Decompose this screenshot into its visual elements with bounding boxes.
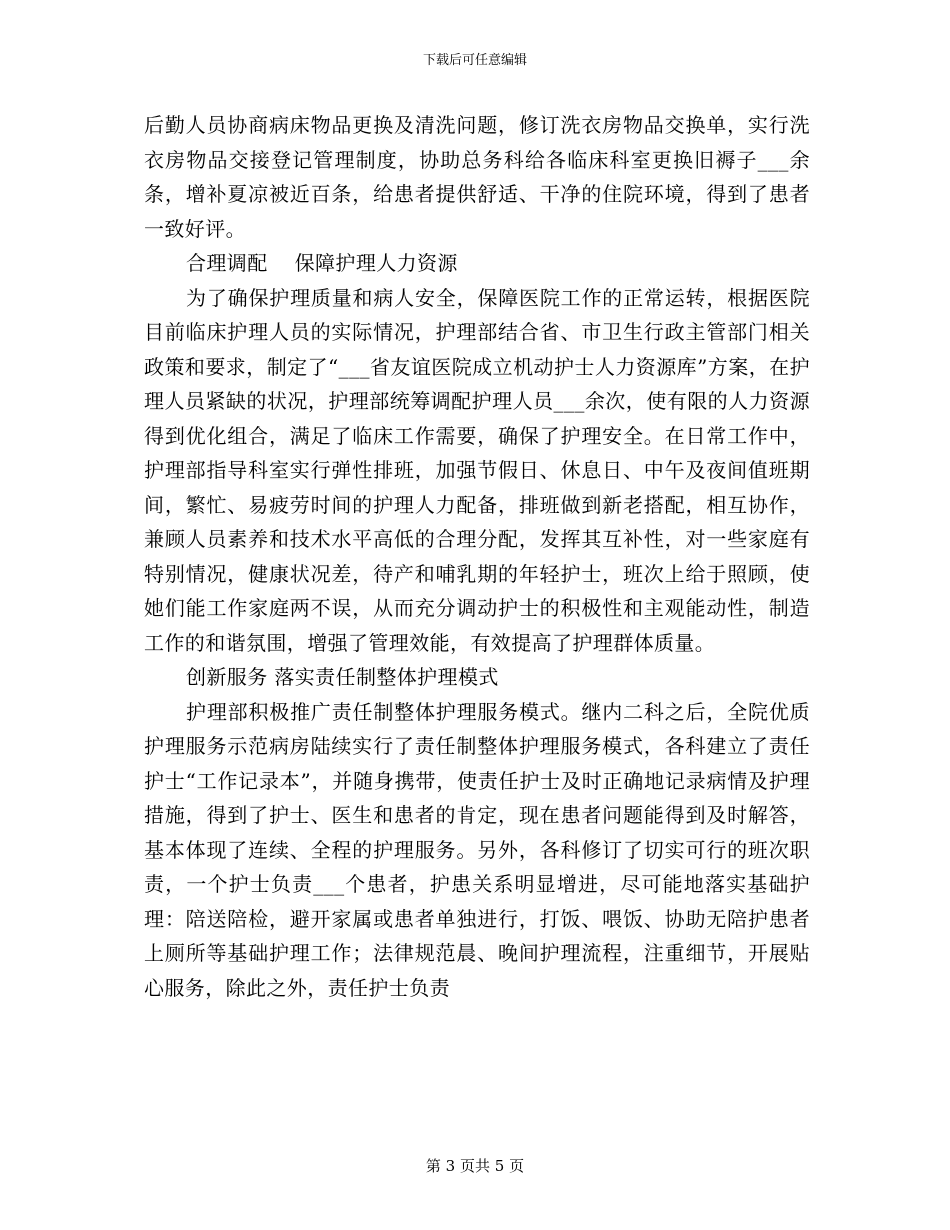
section-heading-service-innovation: 创新服务 落实责任制整体护理模式: [186, 665, 499, 689]
section-heading-staffing: 合理调配 保障护理人力资源: [186, 251, 458, 275]
paragraph-logistics: 后勤人员协商病床物品更换及清洗问题，修订洗衣房物品交换单，实行洗衣房物品交接登记管理制度，协助总务科给各临床科室更换旧褥子___余条，增补夏凉被近百条，给患者提供舒适、干净的住院环境，得到了患者一致好评。: [144, 113, 810, 241]
document-body: [144, 108, 810, 1005]
page-footer: 第 3 页共 5 页: [425, 1157, 525, 1175]
paragraph-service-innovation: 护理部积极推广责任制整体护理服务模式。继内二科之后，全院优质护理服务示范病房陆续实行了责任制整体护理服务模式，各科建立了责任护士“工作记录本”，并随身携带，使责任护士及时正确地记录病情及护理措施，得到了护士、医生和患者的肯定，现在患者问题能得到及时解答，基本体现了连续、全程的护理服务。另外，各科修订了切实可行的班次职责，一个护士负责___个患者，护患关系明显增进，尽可能地落实基础护理：陪送陪检，避开家属或患者单独进行，打饭、喂饭、协助无陪护患者上厕所等基础护理工作；法律规范晨、晚间护理流程，注重细节，开展贴心服务，除此之外，责任护士负责: [144, 699, 810, 1000]
paragraph-staffing: 为了确保护理质量和病人安全，保障医院工作的正常运转，根据医院目前临床护理人员的实际情况，护理部结合省、市卫生行政主管部门相关政策和要求，制定了“___省友谊医院成立机动护士人力资源库”方案，在护理人员紧缺的状况，护理部统筹调配护理人员___余次，使有限的人力资源得到优化组合，满足了临床工作需要，确保了护理安全。在日常工作中，护理部指导科室实行弹性排班，加强节假日、休息日、中午及夜间值班期间，繁忙、易疲劳时间的护理人力配备，排班做到新老搭配，相互协作，兼顾人员素养和技术水平高低的合理分配，发挥其互补性，对一些家庭有特别情况，健康状况差，待产和哺乳期的年轻护士，班次上给于照顾，使她们能工作家庭两不误，从而充分调动护士的积极性和主观能动性，制造工作的和谐氛围，增强了管理效能，有效提高了护理群体质量。: [144, 285, 810, 655]
page-header: 下载后可任意编辑: [422, 53, 527, 68]
